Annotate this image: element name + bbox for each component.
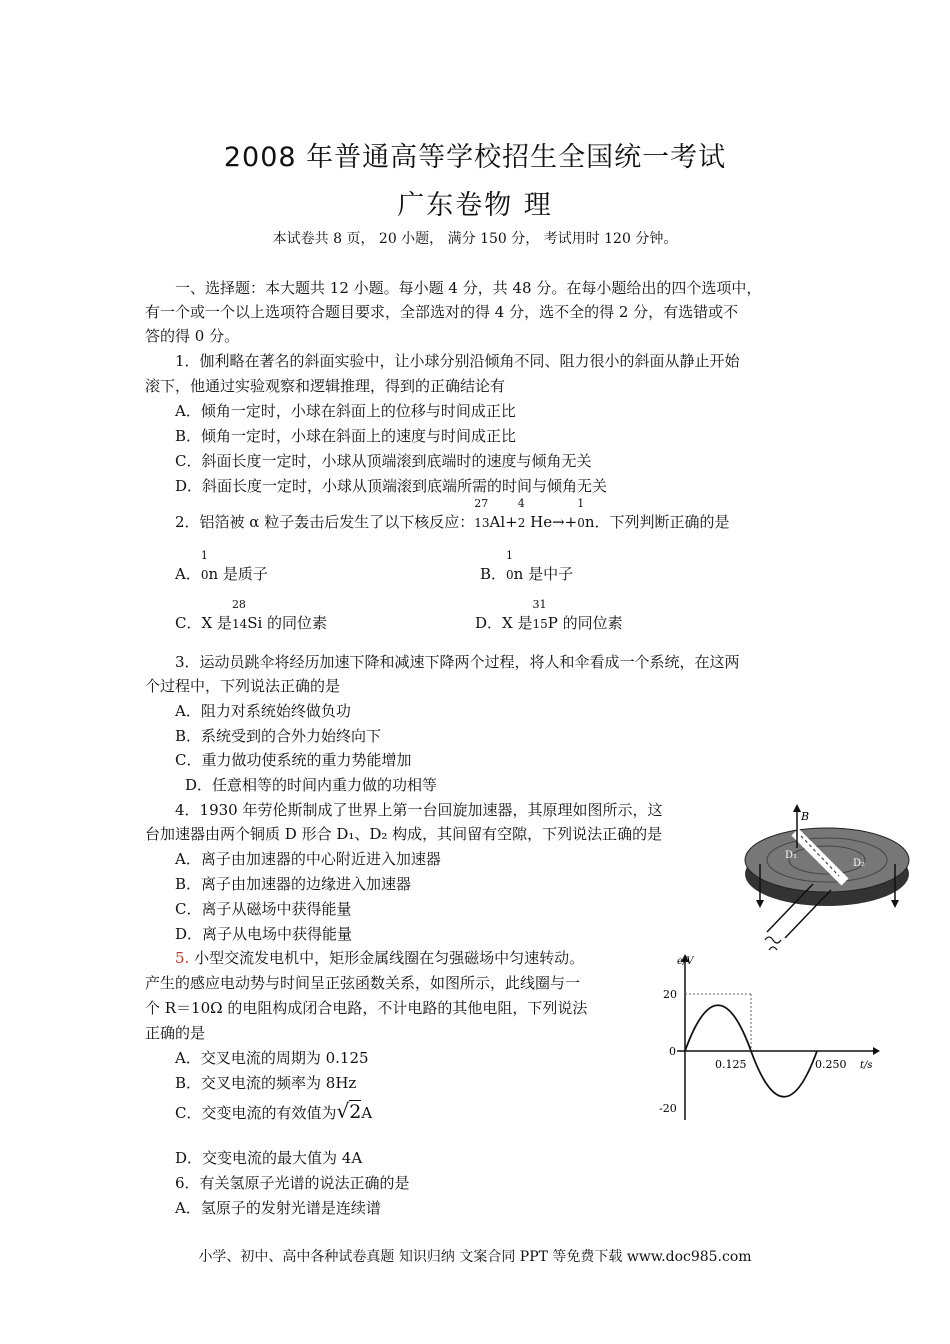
- q3-stem-line2: 个过程中，下列说法正确的是: [145, 677, 341, 695]
- q5-stem-line2: 产生的感应电动势与时间呈正弦函数关系，如图所示，此线圈与一: [145, 974, 581, 992]
- q5-stem-line4: 正确的是: [145, 1024, 206, 1042]
- q2-b-z: 0: [506, 568, 514, 582]
- q2-a-text: n 是质子: [208, 565, 268, 583]
- q3-option-c: C．重力做功使系统的重力势能增加: [175, 751, 412, 769]
- cyclotron-figure: [735, 802, 913, 960]
- graph-y-zero: 0: [669, 1045, 676, 1058]
- q2-n-nuclide: [577, 497, 585, 535]
- exam-subtitle: 广东卷物 理: [397, 190, 553, 221]
- q4-option-a: A．离子由加速器的中心附近进入加速器: [175, 850, 441, 868]
- q2-option-d: [475, 598, 623, 636]
- q2-d-text: P 的同位素: [547, 614, 623, 632]
- graph-y-top: 20: [663, 988, 677, 1001]
- q2-a-z: 0: [200, 568, 209, 582]
- q5-option-d: D．交变电流的最大值为 4A: [175, 1149, 363, 1167]
- q2-c-z: 14: [231, 617, 248, 631]
- q5-stem-line1: [175, 946, 584, 970]
- q4-stem-line1: 4．1930 年劳伦斯制成了世界上第一台回旋加速器，其原理如图所示，这: [175, 801, 663, 819]
- q2-prefix: 2．铝箔被 α 粒子轰击后发生了以下核反应：: [175, 513, 475, 531]
- q2-option-c: [175, 598, 328, 636]
- q2-n-z: 0: [577, 516, 585, 530]
- q2-he-symbol: He→+: [525, 513, 578, 531]
- q5-option-a: A．交叉电流的周期为 0.125: [175, 1049, 369, 1067]
- q2-option-b: [480, 549, 574, 587]
- section-intro-line3: 答的得 0 分。: [145, 327, 240, 345]
- q2-stem: [175, 497, 730, 535]
- page-footer: 小学、初中、高中各种试卷真题 知识归纳 文案合同 PPT 等免费下载 www.doc985.com: [198, 1249, 752, 1265]
- q4-option-b: B．离子由加速器的边缘进入加速器: [175, 875, 412, 893]
- sqrt-radicand: 2: [349, 1101, 362, 1123]
- q2-d-nuclide: [532, 598, 548, 636]
- q2-c-mass: 28: [231, 598, 246, 611]
- q3-option-a: A．阻力对系统始终做负功: [175, 702, 351, 720]
- section-intro-line2: 有一个或一个以上选项符合题目要求，全部选对的得 4 分，选不全的得 2 分，有选错或不: [145, 303, 739, 321]
- q2-al-z: 13: [474, 516, 490, 530]
- q5-number: 5.: [175, 949, 190, 967]
- q2-a-nuclide: [200, 549, 209, 587]
- q3-stem-line1: 3．运动员跳伞将经历加速下降和减速下降两个过程，将人和伞看成一个系统，在这两: [175, 653, 740, 671]
- q5-c-prefix: C．交变电流的有效值为: [175, 1104, 337, 1122]
- q2-d-z: 15: [532, 617, 548, 631]
- q5-option-c: [175, 1099, 372, 1125]
- q5-stem-line3: 个 R＝10Ω 的电阻构成闭合电路，不计电路的其他电阻，下列说法: [145, 999, 588, 1017]
- q2-he-mass: 4: [517, 497, 525, 510]
- q2-he-nuclide: [517, 497, 526, 535]
- q5-option-b: B．交叉电流的频率为 8Hz: [175, 1074, 357, 1092]
- q2-b-prefix: B．: [480, 565, 507, 583]
- q2-n-mass: 1: [577, 497, 585, 510]
- q1-option-d: D．斜面长度一定时，小球从顶端滚到底端所需的时间与倾角无关: [175, 477, 608, 495]
- q2-b-nuclide: [506, 549, 514, 587]
- q2-c-text: Si 的同位素: [247, 614, 328, 632]
- q5-line1-text: 小型交流发电机中，矩形金属线圈在匀强磁场中匀速转动。: [189, 949, 585, 967]
- q4-option-d: D．离子从电场中获得能量: [175, 925, 353, 943]
- q2-al-symbol: Al+: [489, 513, 518, 531]
- graph-x-tick-1: 0.125: [715, 1058, 747, 1071]
- graph-y-bottom: -20: [659, 1102, 677, 1115]
- q1-stem-line2: 滚下，他通过实验观察和逻辑推理，得到的正确结论有: [145, 377, 506, 395]
- q2-a-mass: 1: [200, 549, 208, 562]
- fig-label-d2: D₂: [853, 858, 866, 869]
- q2-c-nuclide: [231, 598, 248, 636]
- q5-c-unit: A: [361, 1104, 373, 1122]
- q1-stem-line1: 1．伽利略在著名的斜面实验中，让小球分别沿倾角不同、阻力很小的斜面从静止开始: [175, 352, 740, 370]
- q1-option-c: C．斜面长度一定时，小球从顶端滚到底端时的速度与倾角无关: [175, 452, 592, 470]
- q6-stem: 6．有关氢原子光谱的说法正确的是: [175, 1174, 410, 1192]
- q3-option-b: B．系统受到的合外力始终向下: [175, 727, 382, 745]
- q2-al-mass: 27: [474, 497, 489, 510]
- q1-option-b: B．倾角一定时，小球在斜面上的速度与时间成正比: [175, 427, 517, 445]
- exam-title: 2008 年普通高等学校招生全国统一考试: [223, 142, 727, 173]
- section-intro-line1: 一、选择题：本大题共 12 小题。每小题 4 分，共 48 分。在每小题给出的四个选项中，: [175, 279, 762, 297]
- sqrt-symbol: √: [336, 1099, 350, 1123]
- q2-d-prefix: D．X 是: [475, 614, 533, 632]
- q2-al-nuclide: [474, 497, 490, 535]
- graph-xlabel: t/s: [860, 1060, 873, 1071]
- graph-x-tick-2: 0.250: [815, 1058, 847, 1071]
- q4-stem-line2: 台加速器由两个铜质 D 形合 D₁、D₂ 构成，其间留有空隙，下列说法正确的是: [145, 825, 663, 843]
- q1-option-a: A．倾角一定时，小球在斜面上的位移与时间成正比: [175, 402, 516, 420]
- q2-option-a: [175, 549, 268, 587]
- q2-n-text: n．下列判断正确的是: [584, 513, 730, 531]
- fig-label-b: B: [801, 810, 810, 823]
- q2-he-z: 2: [517, 516, 526, 530]
- q2-d-mass: 31: [532, 598, 547, 611]
- q2-b-text: n 是中子: [513, 565, 574, 583]
- fig-label-d1: D₁: [785, 850, 798, 861]
- q2-c-prefix: C．X 是: [175, 614, 232, 632]
- q3-option-d: D．任意相等的时间内重力做的功相等: [185, 776, 438, 794]
- q2-a-prefix: A．: [175, 565, 201, 583]
- graph-ylabel: e/V: [677, 956, 694, 967]
- q2-b-mass: 1: [506, 549, 514, 562]
- exam-meta: 本试卷共 8 页， 20 小题， 满分 150 分， 考试用时 120 分钟。: [272, 231, 678, 247]
- emf-time-graph: [655, 952, 880, 1122]
- q6-option-a: A．氢原子的发射光谱是连续谱: [175, 1199, 381, 1217]
- q4-option-c: C．离子从磁场中获得能量: [175, 900, 352, 918]
